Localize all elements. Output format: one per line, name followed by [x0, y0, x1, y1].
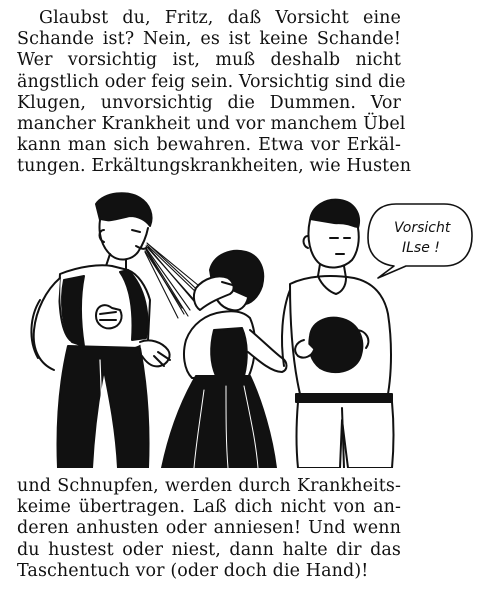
text-line: Glaubst du, Fritz, daß Vorsicht eine — [39, 8, 401, 28]
text-line: du hustest oder niest, dann halte dir das — [17, 539, 401, 560]
speech-bubble-line2: ILse ! — [402, 240, 440, 256]
text-line: ängstlich oder feig sein. Vorsichtig sind die — [17, 71, 406, 92]
speech-bubble-line1: Vorsicht — [394, 220, 451, 236]
girl-figure — [162, 251, 287, 468]
illustration — [0, 190, 477, 468]
text-line: und Schnupfen, werden durch Krankheits- — [17, 476, 401, 496]
text-line: Klugen, unvorsichtig die Dummen. Vor — [17, 92, 401, 113]
text-line: deren anhusten oder anniesen! Und wenn — [17, 518, 401, 539]
text-line: mancher Krankheit und vor manchem Übel — [17, 114, 406, 135]
sneezing-man-figure — [31, 193, 170, 468]
text-line: Schande ist? Nein, es ist keine Schande! — [17, 29, 401, 50]
text-line: kann man sich bewahren. Etwa vor Erkäl- — [17, 135, 401, 156]
text-line: Wer vorsichtig ist, muß deshalb nicht — [17, 50, 401, 71]
paragraph-bottom — [17, 476, 401, 582]
text-line: Taschentuch vor (oder doch die Hand)! — [17, 560, 369, 581]
text-line: keime übertragen. Laß dich nicht von an- — [17, 497, 401, 518]
paragraph-top — [17, 8, 412, 178]
text-line: tungen. Erkältungskrankheiten, wie Husten — [17, 156, 412, 177]
